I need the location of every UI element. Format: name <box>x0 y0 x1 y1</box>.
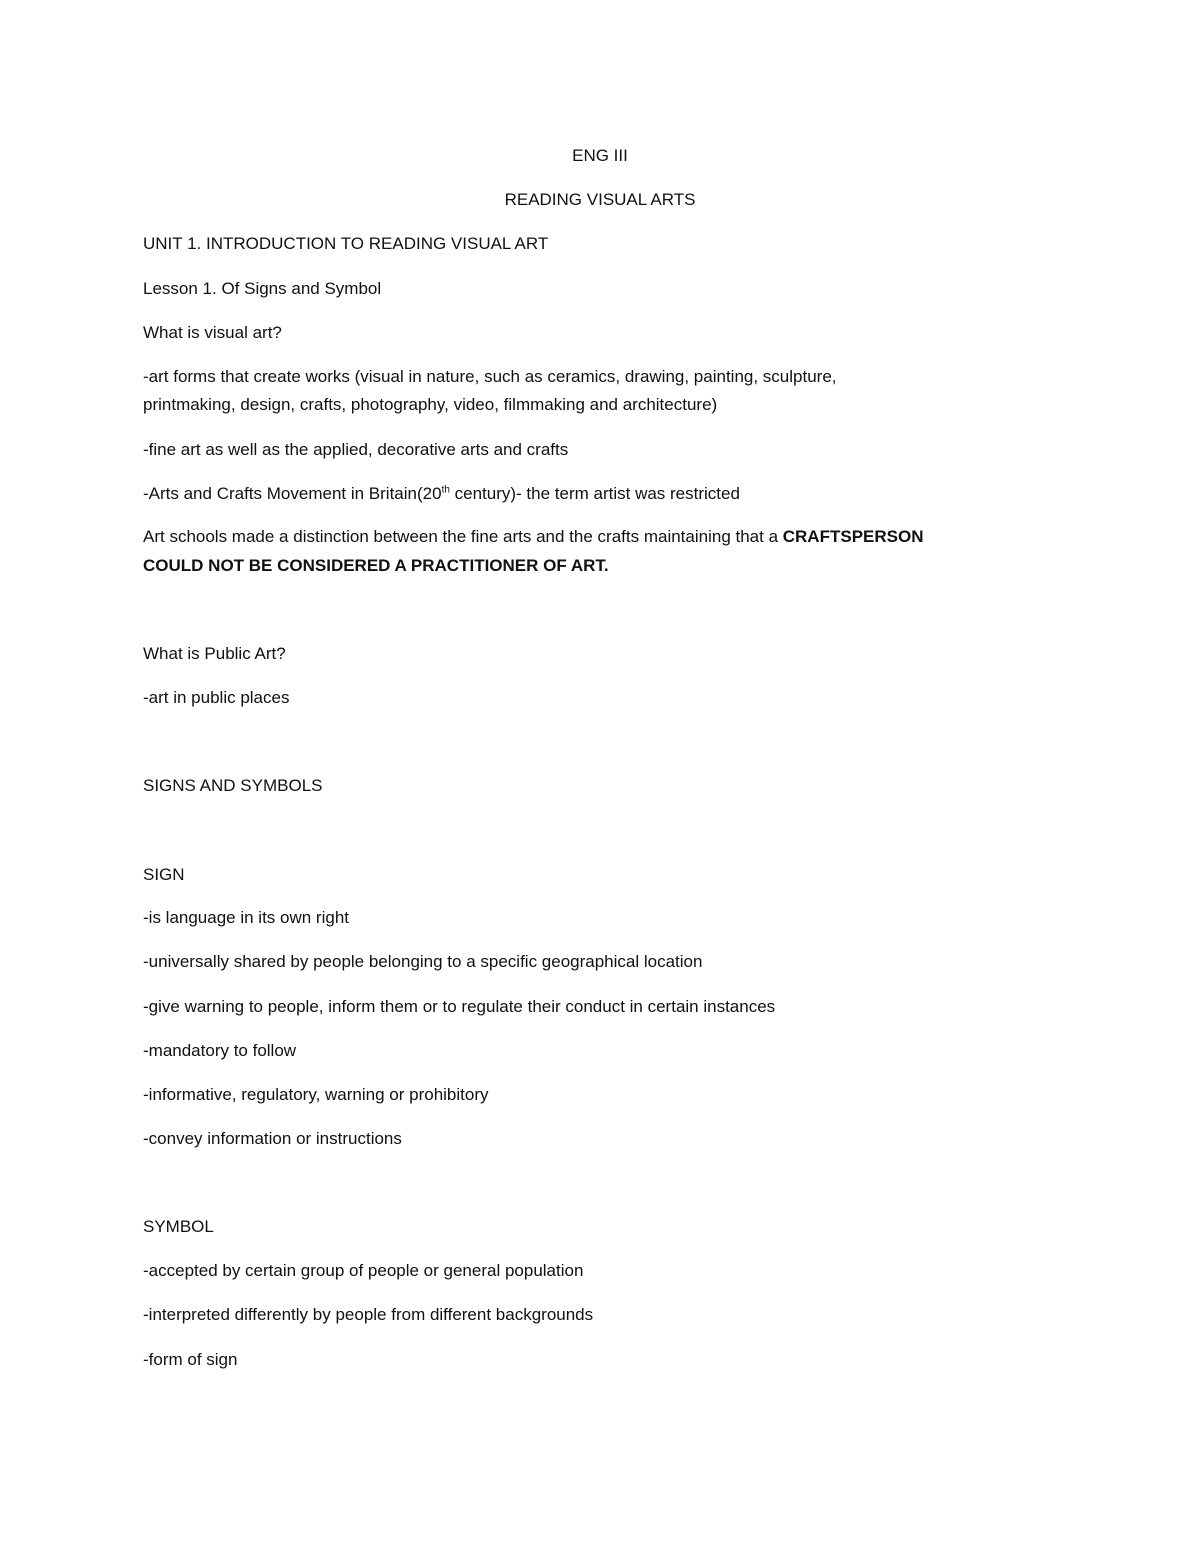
sign-item: -informative, regulatory, warning or prohibitory <box>143 1085 489 1104</box>
sign-item: -convey information or instructions <box>143 1129 402 1148</box>
sign-item: -universally shared by people belonging to a specific geographical location <box>143 952 703 971</box>
sign-item: -is language in its own right <box>143 908 350 927</box>
document-title: READING VISUAL ARTS <box>504 190 696 209</box>
visual-art-line: printmaking, design, crafts, photography, video, filmmaking and architecture) <box>143 395 718 414</box>
visual-art-line <box>143 555 609 577</box>
visual-art-line: -art forms that create works (visual in nature, such as ceramics, drawing, painting, sculpture, <box>143 367 837 386</box>
bold-text: COULD NOT BE CONSIDERED A PRACTITIONER OF ART. <box>143 556 609 575</box>
visual-art-line: -fine art as well as the applied, decorative arts and crafts <box>143 440 569 459</box>
superscript: th <box>441 484 450 496</box>
text: Art schools made a distinction between the fine arts and the crafts maintaining that a <box>143 527 783 546</box>
visual-art-line <box>143 526 923 548</box>
symbol-item: -form of sign <box>143 1350 238 1369</box>
symbol-item: -accepted by certain group of people or general population <box>143 1261 584 1280</box>
visual-art-question: What is visual art? <box>143 323 282 342</box>
unit-heading: UNIT 1. INTRODUCTION TO READING VISUAL ART <box>143 234 549 253</box>
signs-symbols-heading: SIGNS AND SYMBOLS <box>143 776 323 795</box>
symbol-heading: SYMBOL <box>143 1217 214 1236</box>
visual-art-line <box>143 483 740 505</box>
course-code: ENG III <box>572 146 628 165</box>
symbol-item: -interpreted differently by people from different backgrounds <box>143 1305 594 1324</box>
sign-item: -mandatory to follow <box>143 1041 297 1060</box>
lesson-heading: Lesson 1. Of Signs and Symbol <box>143 279 382 298</box>
text: century)- the term artist was restricted <box>449 484 740 503</box>
text: -Arts and Crafts Movement in Britain(20 <box>143 484 442 503</box>
sign-heading: SIGN <box>143 865 185 884</box>
sign-item: -give warning to people, inform them or to regulate their conduct in certain instances <box>143 997 776 1016</box>
bold-text: CRAFTSPERSON <box>782 527 924 546</box>
public-art-line: -art in public places <box>143 688 290 707</box>
public-art-question: What is Public Art? <box>143 644 286 663</box>
